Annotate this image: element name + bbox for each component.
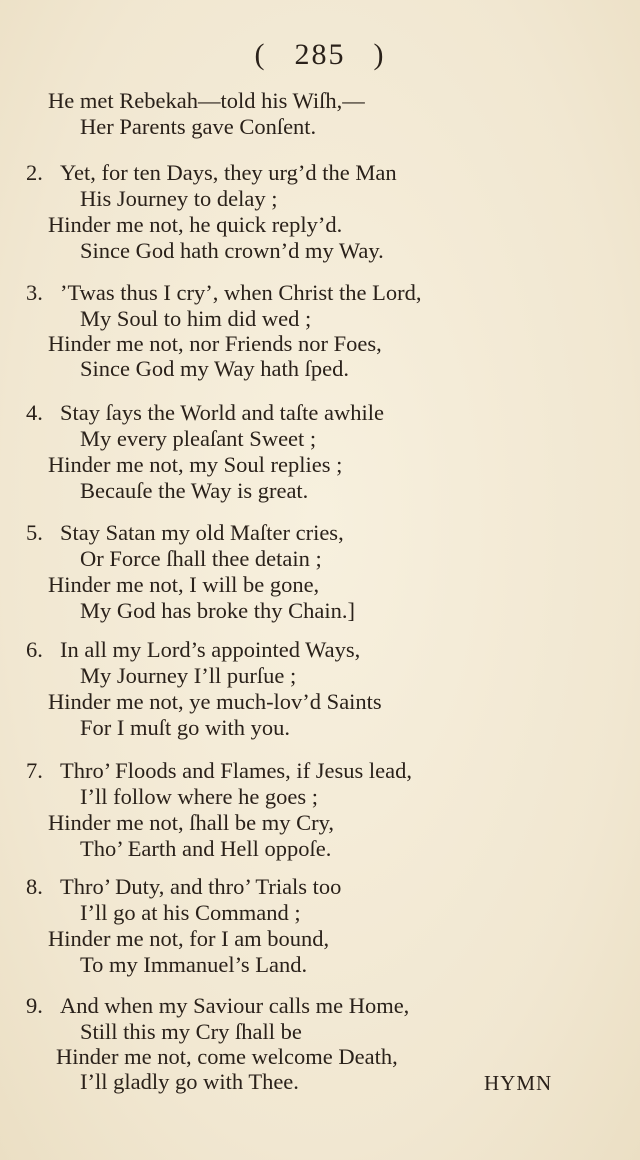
stanza-number: 3. <box>26 280 43 305</box>
stanza-5-line-2: Or Force ſhall thee detain ; <box>80 546 322 571</box>
stanza-number: 4. <box>26 400 43 425</box>
stanza-number: 5. <box>26 520 43 545</box>
stanza-4-line-1 <box>26 402 384 425</box>
stanza-number: 6. <box>26 637 43 662</box>
verse-line: Stay Satan my old Maſter cries, <box>60 520 344 545</box>
stanza-3-line-3: Hinder me not, nor Friends nor Foes, <box>48 331 382 356</box>
stanza-8-line-4: To my Immanuel’s Land. <box>80 952 308 977</box>
stanza-2-line-2: His Journey to delay ; <box>80 186 278 211</box>
stanza-7-line-2: I’ll follow where he goes ; <box>80 784 319 809</box>
stanza-4-line-4: Becauſe the Way is great. <box>80 478 309 503</box>
right-parenthesis: ) <box>373 38 386 71</box>
stanza-7-line-3: Hinder me not, ſhall be my Cry, <box>48 810 334 835</box>
page-header <box>0 38 640 72</box>
stanza-3-line-4: Since God my Way hath ſped. <box>80 356 349 381</box>
stanza-5-line-3: Hinder me not, I will be gone, <box>48 572 320 597</box>
stanza-2-line-1 <box>26 162 397 185</box>
stanza-number: 2. <box>26 160 43 185</box>
verse-line: Thro’ Duty, and thro’ Trials too <box>60 874 342 899</box>
stanza-5-line-1 <box>26 522 344 545</box>
stanza-3-line-2: My Soul to him did wed ; <box>80 306 312 331</box>
stanza-8-line-2: I’ll go at his Command ; <box>80 900 301 925</box>
stanza-6-line-2: My Journey I’ll purſue ; <box>80 663 297 688</box>
stanza-7-line-1 <box>26 760 412 783</box>
stanza-number: 8. <box>26 874 43 899</box>
verse-line: Stay ſays the World and taſte awhile <box>60 400 384 425</box>
stanza-5-line-4: My God has broke thy Chain.] <box>80 598 355 623</box>
stanza-9-line-1 <box>26 995 409 1018</box>
stanza-8-line-1 <box>26 876 341 899</box>
stanza-4-line-3: Hinder me not, my Soul replies ; <box>48 452 343 477</box>
stanza-2-line-3: Hinder me not, he quick reply’d. <box>48 212 343 237</box>
page-number: 285 <box>294 38 346 71</box>
stanza-9-line-4: I’ll gladly go with Thee. <box>80 1069 299 1094</box>
verse-line: Yet, for ten Days, they urg’d the Man <box>60 160 397 185</box>
verse-line: And when my Saviour calls me Home, <box>60 993 410 1018</box>
stanza-6-line-3: Hinder me not, ye much-lov’d Saints <box>48 689 382 714</box>
stanza-3-line-1 <box>26 282 421 305</box>
stanza-9-line-2: Still this my Cry ſhall be <box>80 1019 302 1044</box>
stanza-2-line-4: Since God hath crown’d my Way. <box>80 238 384 263</box>
stanza-8-line-3: Hinder me not, for I am bound, <box>48 926 330 951</box>
left-parenthesis: ( <box>254 38 267 71</box>
stanza-6-line-4: For I muſt go with you. <box>80 715 291 740</box>
catchword: HYMN <box>484 1071 553 1095</box>
stanza-9-line-3: Hinder me not, come welcome Death, <box>56 1044 398 1069</box>
stanza-number: 9. <box>26 993 43 1018</box>
verse-line: ’Twas thus I cry’, when Christ the Lord, <box>60 280 422 305</box>
stanza-number: 7. <box>26 758 43 783</box>
verse-line: Thro’ Floods and Flames, if Jesus lead, <box>60 758 413 783</box>
stanza-4-line-2: My every pleaſant Sweet ; <box>80 426 317 451</box>
opening-line-1: He met Rebekah—told his Wiſh,— <box>48 88 365 113</box>
verse-line: In all my Lord’s appointed Ways, <box>60 637 361 662</box>
stanza-6-line-1 <box>26 639 360 662</box>
opening-line-2: Her Parents gave Conſent. <box>80 114 317 139</box>
stanza-7-line-4: Tho’ Earth and Hell oppoſe. <box>80 836 332 861</box>
